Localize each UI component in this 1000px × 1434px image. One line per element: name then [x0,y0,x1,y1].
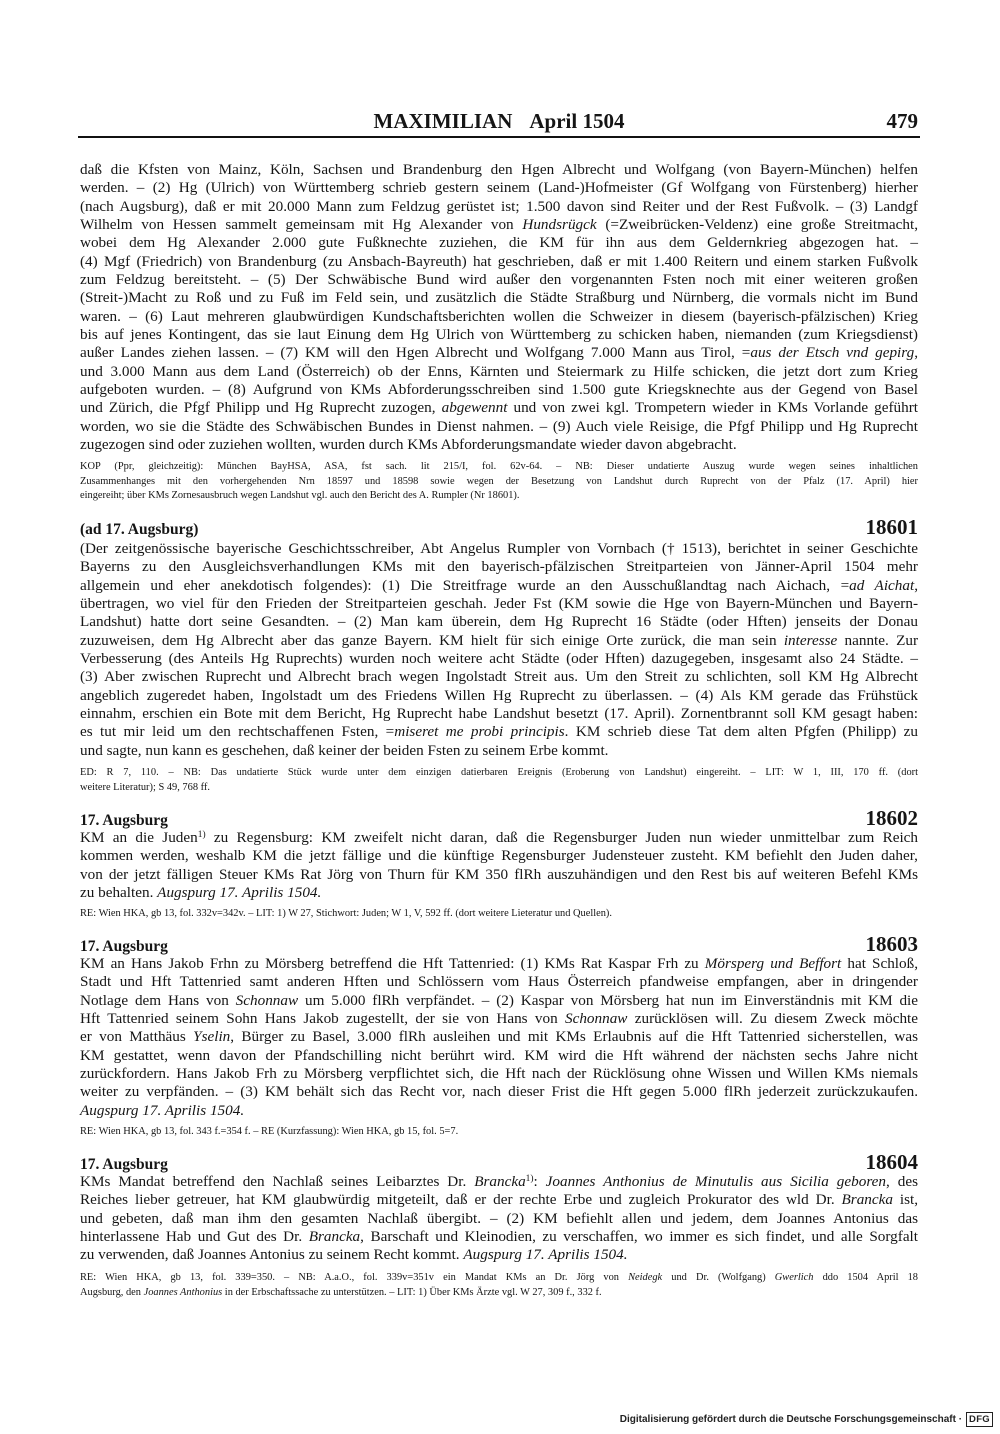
roman-text: , Barschaft und Kleinodien, zu verschaffen, wo immer es sich findet, und alle Sorgfalt [360,1228,918,1246]
text-line [80,1010,918,1028]
text-line [80,489,918,504]
line-text [80,326,918,343]
roman-text: zu verwenden, daß Joannes Antonius zu seinem Recht kommt. [80,1246,464,1264]
roman-text: wobei dem Hg Alexander 2.000 gute Fußknechte zuziehen, die KM für ihn aus dem Geldernkrieg abgezogen hat. – [80,234,918,252]
roman-text: bis auf jenes Kontingent, das sie laut Einung dem Hg Ulrich von Württemberg zu schicken haben, niemanden (zum Kriegsdienst) [80,326,918,344]
text-line [80,1271,918,1286]
text-line [80,1028,918,1046]
roman-text: zu behalten. [80,884,158,902]
roman-text: er von Matthäus [80,1028,194,1046]
line-text [80,668,918,685]
line-text [80,577,918,594]
line-text [80,847,918,864]
line-text [80,1228,918,1245]
document-place-date: 17. Augsburg [80,812,168,829]
roman-text: , [914,576,918,594]
document-apparatus [80,766,918,795]
document-heading [80,1150,918,1174]
text-line [80,326,918,344]
text-line [80,344,918,362]
line-text [80,271,918,288]
italic-text: Augspurg 17. Aprilis 1504. [157,884,322,902]
text-line [80,363,918,381]
line-text [80,1272,918,1283]
roman-text: KMs Mandat betreffend den Nachlaß seines Leibarztes Dr. [80,1173,475,1190]
italic-text: Brancka [474,1173,526,1190]
text-line [80,613,918,631]
dfg-logo: DFG [966,1412,993,1427]
text-line [80,884,918,902]
italic-text: Yselin [193,1028,231,1046]
roman-text: weiter zu verpfänden. – (3) KM behält sich das Recht vor, nach dieser Frist die Hft gegen 5.000 flRh jederzeit zurückzukaufen. [80,1083,919,1101]
running-title-date: April 1504 [529,109,625,133]
text-line [80,1102,918,1120]
line-text [80,558,918,575]
continuation-apparatus [80,460,918,504]
text-line [80,1286,918,1301]
italic-text: Joannes Anthonius [143,1286,223,1298]
roman-text: Verbesserung (des Anteils Hg Ruprechts) wurden noch weitere acht Städte (oder Hften) dazugegeben, insgesamt also 24 Städte. – [80,650,918,668]
header-rule [78,136,920,138]
roman-text: RE: Wien HKA, gb 13, fol. 332v=342v. – LIT: 1) W 27, Stichwort: Juden; W 1, V, 592 ff. (dort weitere Lieteratur und Quellen). [80,908,612,919]
text-line [80,460,918,475]
roman-text: zuzuweisen, dem Hg Albrecht aber das ganze Bayern. KM hielt für sich einige Orte zurück, die man sein [80,631,784,649]
italic-text: Augspurg 17. Aprilis 1504. [463,1246,628,1264]
roman-text: (4) Mgf (Friedrich) von Brandenburg (zu Ansbach-Bayreuth) hat geschrieben, daß er mit 1.400 Reitern und einem starken Fußvolk [80,252,918,270]
line-text [80,381,918,398]
roman-text: hat Schloß, [841,955,919,972]
italic-text: Neidegk [628,1272,663,1283]
italic-text: Augspurg 17. Aprilis 1504. [80,1101,245,1119]
text-line [80,866,918,884]
line-text [80,289,918,306]
text-line [80,436,918,454]
document-place-date: 17. Augsburg [80,1156,168,1173]
roman-text: zurückfordern. Hans Jakob Frh zu Mörsberg verpflichtet sich, die Hft nach der Rücklösung ohne Wissen und Willen KMs niemals [80,1065,918,1083]
italic-text: Schonnaw [235,991,299,1009]
roman-text: zurücklösen will. Zu diesem Zweck möchte [627,1010,919,1028]
roman-text: in der Erbschaftssache zu unterstützen. – LIT: 1) Über KMs Ärzte vgl. W 27, 309 f., 332 f. [222,1286,602,1298]
italic-text: Joannes Anthonius de Minutulis aus Sicilia geboren [545,1173,887,1190]
roman-text: daß die Kfsten von Mainz, Köln, Sachsen und Brandenburg den Hgen Albrecht und Wolfgang (von Bayern-München) helfen [80,161,919,178]
roman-text: ED: R 7, 110. – NB: Das undatierte Stück wurde unter dem einzigen datierbaren Ereignis (Eroberung von Landshut) eingereiht. – LIT: W 1, III, 170 ff. (dort [80,767,919,778]
text-line [80,540,918,558]
roman-text: außer Landes ziehen lassen. – (7) KM will den Hgen Albrecht und Wolfgang 7.000 Mann aus Tirol, = [80,344,751,362]
text-line [80,577,918,595]
roman-text: (=Zweibrücken-Veldenz) eine große Streitmacht, [596,216,918,234]
document-heading [80,806,918,830]
document-number: 18601 [865,515,918,539]
roman-text: , [914,344,919,362]
line-text [80,1028,918,1045]
line-text [80,955,918,972]
roman-text: waren. – (6) Laut mehreren glaubwürdigen Kundschaftsberichten wollen die Schweizer in diesem (bayerisch-pfälzischen) Krieg [80,307,918,325]
text-line [80,1191,918,1209]
document-text [80,829,918,902]
italic-text: Hundsrügck [522,216,597,234]
line-text [80,687,918,704]
footnote-marker: 1) [525,1174,534,1185]
text-line [80,179,918,197]
italic-text: Schonnaw [564,1010,628,1028]
line-text [80,705,918,722]
text-line [80,781,918,796]
text-line [80,1228,918,1246]
document-number: 18602 [865,806,918,830]
text-line [80,907,918,922]
document-place-date: 17. Augsburg [80,938,168,955]
document-number: 18604 [865,1150,918,1174]
roman-text: , Bürger zu Basel, 3.000 flRh ausleihen und mit KMs Erlaubnis auf die Hft Tattenried sicherstellen, was [230,1028,918,1046]
roman-text: , des [886,1173,918,1190]
line-text [80,1010,918,1027]
text-line [80,558,918,576]
roman-text: und Dr. (Wolfgang) [662,1272,775,1283]
roman-text: RE: Wien HKA, gb 13, fol. 343 f.=354 f. – RE (Kurzfassung): Wien HKA, gb 15, fol. 5=7. [80,1126,459,1137]
text-line [80,632,918,650]
digitization-footer [620,1410,993,1428]
document-place-date: (ad 17. Augsburg) [80,521,199,538]
text-line [80,847,918,865]
text-line [80,829,918,847]
line-text [80,1126,458,1137]
document-heading [80,932,918,956]
document-apparatus [80,907,918,922]
roman-text: einnahm, erschien ein Bote mit dem Bericht, Hg Ruprecht habe Landshut besetzt (17. April). Zornentbrannt soll KM gesagt haben: [80,705,919,723]
text-line [80,1125,918,1140]
line-text [80,973,918,990]
line-text [80,476,918,487]
line-text [80,723,918,740]
text-line [80,955,918,973]
roman-text: es tut mir leid um den rechtschaffenen Fsten, = [80,723,395,741]
line-text [80,363,918,380]
roman-text: (Der zeitgenössische bayerische Geschichtsschreiber, Abt Angelus Rumpler von Vornbach († 1513), berichtet in seiner Geschichte [80,540,918,557]
italic-text: Mörsperg und Beffort [704,955,842,972]
document-apparatus [80,1271,918,1300]
line-text [80,742,608,759]
italic-text: Brancka [841,1191,893,1209]
line-text [80,436,737,453]
roman-text: eingereiht; über KMs Zornesausbruch wegen Landshut vgl. auch den Bericht des A. Rumpler (Nr 18601). [80,490,520,502]
line-text [80,613,918,630]
text-line [80,271,918,289]
roman-text: und sagte, nun kann es geschehen, daß keiner der beiden Fsten zu seinem Erbe kommt. [80,741,609,759]
line-text [80,161,918,178]
line-text [80,234,918,251]
roman-text: und von zwei kgl. Trompetern wieder in KMs Vorlande geführt [507,399,918,417]
roman-text: (nach Augsburg), daß er mit 20.000 Mann zum Feldzug gerüstet ist; 1.500 davon sind Reiter und der Rest Fußvolk. – (3) Landgf [80,197,918,215]
text-line [80,668,918,686]
text-line [80,399,918,417]
document-number: 18603 [865,932,918,956]
roman-text: KM an Hans Jakob Frhn zu Mörsberg betreffend die Hft Tattenried: (1) KMs Rat Kaspar Frh zu [80,955,705,972]
line-text [80,216,918,233]
line-text [80,829,918,846]
line-text [80,992,918,1009]
roman-text: zugezogen sind oder zuziehen wollten, wurden durch KMs Abforderungsmandate wieder davon abgebracht. [80,436,737,454]
line-text [80,767,918,778]
line-text [80,198,918,215]
roman-text: zum Feldzug bereitsteht. – (5) Der Schwäbische Bund wird außer den vorgenannten Fsten noch mit einer weiteren großen [80,271,918,289]
roman-text: worden, wo sie die Städte des Schwäbischen Bundes in Dienst nahmen. – (9) Auch viele Reisige, die Pfgf Philipp und Hg Ruprecht [80,417,918,435]
roman-text: (Streit-)Macht zu Roß und zu Fuß im Feld sein, und zusätzlich die Städte Straßburg und Nürnberg, die vormals nicht im Bund [80,289,918,307]
line-text [80,540,918,557]
line-text [80,782,210,793]
line-text [80,1246,628,1263]
text-line [80,650,918,668]
footnote-marker: 1) [197,830,206,841]
line-text [80,866,918,883]
roman-text: Notlage dem Hans von [80,991,236,1009]
roman-text: hinterlassene Hab und Gut des Dr. [80,1228,309,1246]
text-line [80,161,918,179]
line-text [80,399,918,416]
text-line [80,216,918,234]
text-line [80,308,918,326]
text-line [80,1210,918,1228]
line-text [80,461,918,472]
roman-text: : [533,1173,546,1190]
text-line [80,1083,918,1101]
line-text [80,908,612,919]
text-line [80,475,918,490]
roman-text: ist, [892,1191,919,1209]
line-text [80,1102,244,1119]
italic-text: ad Aichat [849,576,915,594]
roman-text: KM an die Juden [80,829,198,846]
text-line [80,234,918,252]
document-text [80,1173,918,1265]
document-text [80,955,918,1120]
text-line [80,289,918,307]
line-text [80,1065,918,1082]
text-line [80,973,918,991]
roman-text: KOP (Ppr, gleichzeitig): München BayHSA, ASA, fst sach. lit 215/I, fol. 62v-64. – NB: Dieser undatierte Auszug wurde wegen seines inhaltlichen [80,461,918,472]
roman-text: Hft Tattenried seinem Sohn Hans Jakob zugestellt, der sie von Hans von [80,1010,565,1028]
page-number: 479 [886,109,918,133]
text-line [80,1173,918,1191]
line-text [80,1173,918,1190]
line-text [80,308,918,325]
text-line [80,1065,918,1083]
roman-text: Wilhelm von Hessen sammelt gemeinsam mit Hg Alexander von [80,216,523,234]
line-text [80,418,918,435]
line-text [80,1287,602,1298]
text-line [80,1246,918,1264]
roman-text: weitere Literatur); S 49, 768 ff. [80,781,210,793]
text-line [80,766,918,781]
italic-text: miseret me probi principis [394,723,565,741]
line-text [80,650,918,667]
roman-text: um 5.000 flRh verpfändet. – (2) Kaspar von Mörsberg hat nun im Einverständnis mit KM die [298,991,919,1009]
roman-text: und Zürich, die Pfgf Philipp und Hg Ruprecht zuzogen, [80,399,442,417]
line-text [80,1210,918,1227]
line-text [80,884,321,901]
line-text [80,1083,918,1100]
text-line [80,742,918,760]
roman-text: und 3.000 Mann aus dem Land (Österreich) ob der Enns, Kärnten und Steiermark zu Hilfe schicken, die jetzt dort zum Krieg [80,362,918,380]
text-line [80,723,918,741]
roman-text: übertragen, wo viel für den Frieden der Streitparteien geschah. Jeder Fst (KM sowie die Hge von Bayern-München und Bayern- [80,595,918,613]
roman-text: angeblich zugeredet haben, Ingolstadt um des Friedens Willen Hg Ruprecht zu überlassen. – (4) Als KM gerade das Frühstück [80,686,918,704]
text-line [80,253,918,271]
roman-text: ddo 1504 April 18 [813,1272,919,1283]
line-text [80,253,918,270]
text-line [80,992,918,1010]
line-text [80,344,918,361]
roman-text: (3) Aber zwischen Ruprecht und Albrecht brach wegen Ingolstadt Streit aus. Um den Streit zu schlichten, soll KM Hg Albrecht [80,668,918,686]
roman-text: Stadt und Hft Tattenried samt anderen Hften und Schlössern vom Haus Österreich pfandweise empfangen, aber in dringender [80,973,918,991]
roman-text: aufgeboten wurden. – (8) Aufgrund von KMs Abforderungsschreiben sind 1.500 gute Kriegsknechte aus der Gegend von Basel [80,381,918,399]
roman-text: nannte. Zur [837,631,918,649]
line-text [80,632,918,649]
roman-text: und gebeten, daß man ihm den gesamten Nachlaß übergibt. – (2) KM befiehlt allen und jedem, dem Joannes Antonius das [80,1209,918,1227]
line-text [80,1191,918,1208]
italic-text: abgewennt [441,399,508,417]
roman-text: werden. – (2) Hg (Ulrich) von Württemberg schrieb gestern seinem (Land-)Hofmeister (Gf Wolfgang von Fürstenberg) hierher [80,179,918,197]
roman-text: von der jetzt fälligen Steuer KMs Rat Jörg von Thurn für KM 350 flRh auszuhändigen und den Rest bis auf weiteren Befehl KMs [80,865,918,883]
roman-text: kommen werden, weshalb KM die jetzt fällige und die künftige Regensburger Judensteuer zusteht. KM befiehlt den Juden daher, [80,847,918,865]
document-heading [80,515,918,539]
roman-text: KM gestattet, wenn davon der Pfandschilling nicht berührt wird. KM wird die Hft während der nächsten sechs Jahre nicht [80,1046,918,1064]
roman-text: allgemein und eher anekdotisch folgendes): (1) Die Streitfrage wurde an den Ausschußlandtag nach Aichach, = [80,576,850,594]
footer-credit-text: Digitalisierung gefördert durch die Deutsche Forschungsgemeinschaft · [619,1413,963,1425]
roman-text: zu Regensburg: KM zweifelt nicht daran, daß die Regensburger Juden nun wieder unmittelbar zum Reich [205,829,918,846]
document-text [80,540,918,760]
roman-text: Landshut) hatte dort seine Gesandten. – (2) Man kam überein, dem Hg Ruprecht 16 Städte (oder Hften) jenseits der Donau [80,613,918,631]
line-text [80,1047,918,1064]
line-text [80,595,918,612]
roman-text: RE: Wien HKA, gb 13, fol. 339=350. – NB: A.a.O., fol. 339v=351v ein Mandat KMs an Dr. Jörg von [80,1272,629,1283]
roman-text: . KM schrieb diese Tat dem alten Pfgfen (Philipp) zu [564,723,918,741]
document-apparatus [80,1125,918,1140]
running-title [80,108,918,134]
continuation-text [80,161,918,455]
italic-text: interesse [783,631,838,649]
text-line [80,418,918,436]
running-header [80,108,918,134]
roman-text: Reiches lieber getreuer, hat KM glaubwürdig mitgeteilt, daß er der rechte Erbe und zugleich Prokurator des wld Dr. [80,1191,842,1209]
text-line [80,198,918,216]
line-text [80,490,519,501]
italic-text: Brancka [308,1228,361,1246]
text-line [80,381,918,399]
text-line [80,687,918,705]
text-line [80,595,918,613]
line-text [80,179,918,196]
roman-text: Augsburg, den [80,1286,144,1298]
roman-text: Bayerns zu den Ausgleichsverhandlungen KMs mit den bayerisch-pfälzischen Streitparteien von Jänner-April 1504 mehr [80,558,918,576]
italic-text: aus der Etsch vnd gepirg [750,344,915,362]
text-line [80,1047,918,1065]
roman-text: Zusammenhanges mit den vorhergehenden Nrn 18597 und 18598 sowie wegen der Besetzung von Landshut durch Ruprecht von der Pfalz (17. April) hier [80,475,918,487]
running-title-name: MAXIMILIAN [373,109,513,133]
text-line [80,705,918,723]
italic-text: Gwerlich [774,1272,814,1283]
